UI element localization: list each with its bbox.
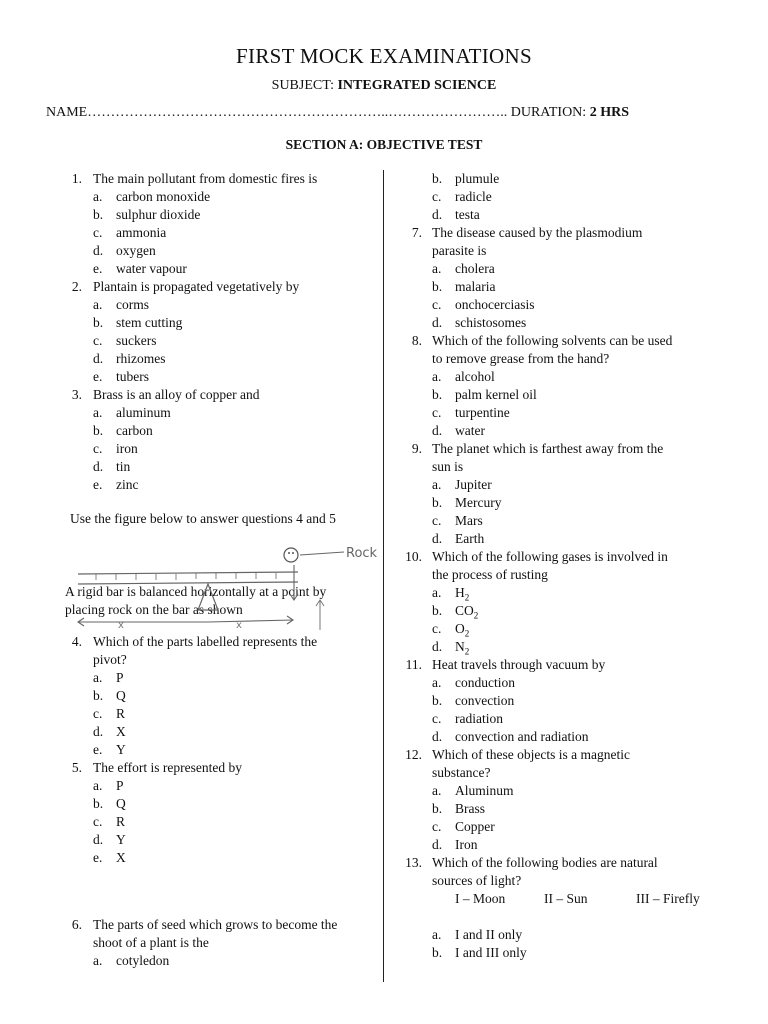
option-formula: CO (455, 603, 474, 618)
option-letter: a. (432, 783, 442, 798)
option-letter: b. (432, 945, 443, 960)
option-letter: d. (93, 243, 104, 258)
option-letter: a. (93, 778, 103, 793)
option-formula: O (455, 621, 465, 636)
option-letter: b. (432, 603, 443, 618)
option-text: cholera (455, 261, 495, 276)
statement: III – Firefly (636, 891, 700, 906)
option-letter: a. (432, 675, 442, 690)
question-text: the process of rusting (432, 567, 548, 582)
name-duration-line (46, 105, 746, 121)
option-text: sulphur dioxide (116, 207, 201, 222)
option-text: P (116, 778, 124, 793)
option-letter: b. (432, 495, 443, 510)
question-text: parasite is (432, 243, 487, 258)
question-text: Plantain is propagated vegetatively by (93, 279, 300, 294)
option-text: cotyledon (116, 953, 170, 968)
option-letter: c. (432, 405, 442, 420)
name-field: NAME (46, 105, 88, 120)
option-text: radicle (455, 189, 492, 204)
question-number: 8. (411, 333, 422, 348)
question-text: The main pollutant from domestic fires is (93, 171, 318, 186)
option-text: Mars (455, 513, 483, 528)
svg-text:x: x (118, 620, 124, 630)
option-text: I and II only (455, 927, 523, 942)
option-text: malaria (455, 279, 496, 294)
question-number: 4. (71, 634, 82, 649)
question-number: 2. (71, 279, 82, 294)
option-letter: c. (93, 225, 103, 240)
option-letter: b. (432, 801, 443, 816)
figure-instruction: Use the figure below to answer questions 4 and 5 (70, 511, 336, 526)
option-letter: a. (93, 297, 103, 312)
svg-text:x: x (236, 620, 242, 630)
option-text: tin (116, 459, 131, 474)
option-letter: b. (93, 315, 104, 330)
question-number: 3. (71, 387, 82, 402)
option-text: X (116, 724, 126, 739)
option-text: ammonia (116, 225, 167, 240)
option-text: alcohol (455, 369, 495, 384)
question-text: to remove grease from the hand? (432, 351, 610, 366)
option-text: convection (455, 693, 515, 708)
option-letter: e. (93, 742, 103, 757)
option-letter: a. (432, 369, 442, 384)
option-text: Brass (455, 801, 485, 816)
option-text: Y (116, 742, 126, 757)
option-letter: c. (432, 513, 442, 528)
option-letter: d. (93, 724, 104, 739)
option-text: Aluminum (455, 783, 514, 798)
option-text: Q (116, 688, 126, 703)
option-letter: d. (432, 837, 443, 852)
option-letter: d. (432, 315, 443, 330)
option-text: rhizomes (116, 351, 166, 366)
question-text: Which of the following solvents can be used (432, 333, 673, 348)
option-text: suckers (116, 333, 157, 348)
option-letter: e. (93, 261, 103, 276)
question-text: Heat travels through vacuum by (432, 657, 606, 672)
option-text: corms (116, 297, 149, 312)
option-text: X (116, 850, 126, 865)
option-letter: a. (93, 670, 103, 685)
rock-label: Rock (346, 546, 378, 561)
option-formula: N (455, 639, 465, 654)
option-text: P (116, 670, 124, 685)
option-letter: d. (432, 639, 443, 654)
duration-value: 2 HRS (589, 105, 629, 120)
option-text: water (455, 423, 485, 438)
question-text: The planet which is farthest away from the (432, 441, 664, 456)
question-text: Which of the following gases is involved in (432, 549, 668, 564)
subject-line (0, 78, 768, 94)
question-text: sources of light? (432, 873, 522, 888)
option-letter: a. (432, 927, 442, 942)
option-text: radiation (455, 711, 503, 726)
option-letter: c. (93, 706, 103, 721)
question-number: 6. (71, 917, 82, 932)
section-title: SECTION A: OBJECTIVE TEST (285, 137, 483, 152)
question-text: The disease caused by the plasmodium (432, 225, 643, 240)
question-number: 12. (405, 747, 422, 762)
option-letter: e. (93, 850, 103, 865)
option-text: carbon monoxide (116, 189, 211, 204)
option-letter: d. (432, 207, 443, 222)
question-number: 13. (405, 855, 422, 870)
option-letter: c. (432, 297, 442, 312)
option-letter: a. (93, 189, 103, 204)
option-letter: d. (432, 531, 443, 546)
option-letter: c. (432, 819, 442, 834)
question-text: The effort is represented by (93, 760, 242, 775)
option-letter: b. (93, 423, 104, 438)
option-letter: a. (432, 585, 442, 600)
option-subscript: 2 (473, 610, 479, 621)
option-text: Earth (455, 531, 485, 546)
question-text: pivot? (93, 652, 127, 667)
option-letter: b. (432, 171, 443, 186)
option-text: tubers (116, 369, 149, 384)
exam-title: FIRST MOCK EXAMINATIONS (236, 44, 532, 68)
option-text: Jupiter (455, 477, 492, 492)
duration-label: DURATION: (510, 105, 587, 120)
option-letter: b. (432, 279, 443, 294)
figure-caption: A rigid bar is balanced horizontally at a point by (65, 584, 327, 599)
option-letter: e. (93, 477, 103, 492)
figure-caption: placing rock on the bar as shown (65, 602, 243, 617)
option-letter: d. (432, 729, 443, 744)
option-letter: b. (432, 387, 443, 402)
option-text: onchocerciasis (455, 297, 535, 312)
option-letter: d. (432, 423, 443, 438)
option-text: stem cutting (116, 315, 183, 330)
option-text: palm kernel oil (455, 387, 537, 402)
option-letter: a. (432, 261, 442, 276)
question-number: 7. (411, 225, 422, 240)
option-text (455, 638, 469, 656)
option-letter: d. (93, 832, 104, 847)
option-letter: d. (93, 459, 104, 474)
option-letter: c. (432, 621, 442, 636)
option-text: Q (116, 796, 126, 811)
question-text: The parts of seed which grows to become the (93, 917, 338, 932)
option-subscript: 2 (464, 646, 470, 657)
option-text: water vapour (116, 261, 187, 276)
option-subscript: 2 (464, 628, 470, 639)
option-text: convection and radiation (455, 729, 589, 744)
option-text: R (116, 706, 126, 721)
option-text: turpentine (455, 405, 510, 420)
option-letter: b. (93, 207, 104, 222)
option-letter: c. (93, 814, 103, 829)
option-text: conduction (455, 675, 515, 690)
question-text: substance? (432, 765, 491, 780)
question-text: Which of these objects is a magnetic (432, 747, 630, 762)
question-number: 11. (405, 657, 422, 672)
option-text (455, 584, 469, 602)
option-letter: c. (93, 333, 103, 348)
option-letter: a. (432, 477, 442, 492)
option-text: R (116, 814, 126, 829)
option-text: aluminum (116, 405, 171, 420)
option-text: Y (116, 832, 126, 847)
option-text: I and III only (455, 945, 527, 960)
option-text (455, 620, 469, 638)
question-number: 9. (411, 441, 422, 456)
option-text: carbon (116, 423, 153, 438)
lever-sketch (58, 540, 408, 630)
question-number: 1. (71, 171, 82, 186)
statement: I – Moon (455, 891, 506, 906)
option-letter: b. (432, 693, 443, 708)
option-text: Iron (455, 837, 478, 852)
option-letter: b. (93, 796, 104, 811)
question-text: Which of the following bodies are natural (432, 855, 658, 870)
question-number: 5. (71, 760, 82, 775)
option-text: zinc (116, 477, 139, 492)
question-number: 10. (405, 549, 422, 564)
option-formula: H (455, 585, 465, 600)
option-letter: e. (93, 369, 103, 384)
option-text: testa (455, 207, 480, 222)
question-text: Brass is an alloy of copper and (93, 387, 260, 402)
option-text: iron (116, 441, 138, 456)
option-subscript: 2 (464, 592, 470, 603)
option-letter: c. (432, 711, 442, 726)
question-text: shoot of a plant is the (93, 935, 209, 950)
question-text: sun is (432, 459, 464, 474)
option-letter: a. (93, 405, 103, 420)
option-text: oxygen (116, 243, 156, 258)
statement: II – Sun (544, 891, 588, 906)
option-text: plumule (455, 171, 500, 186)
subject-value: INTEGRATED SCIENCE (337, 78, 497, 93)
name-dots: ………………………………………………………..…………………….. (87, 105, 511, 120)
option-text: schistosomes (455, 315, 527, 330)
option-text (455, 602, 478, 620)
option-text: Mercury (455, 495, 502, 510)
option-text: Copper (455, 819, 495, 834)
lever-figure (58, 540, 408, 630)
option-letter: c. (93, 441, 103, 456)
option-letter: a. (93, 953, 103, 968)
subject-label: SUBJECT: (271, 78, 334, 93)
option-letter: d. (93, 351, 104, 366)
option-letter: c. (432, 189, 442, 204)
question-text: Which of the parts labelled represents the (93, 634, 318, 649)
option-letter: b. (93, 688, 104, 703)
